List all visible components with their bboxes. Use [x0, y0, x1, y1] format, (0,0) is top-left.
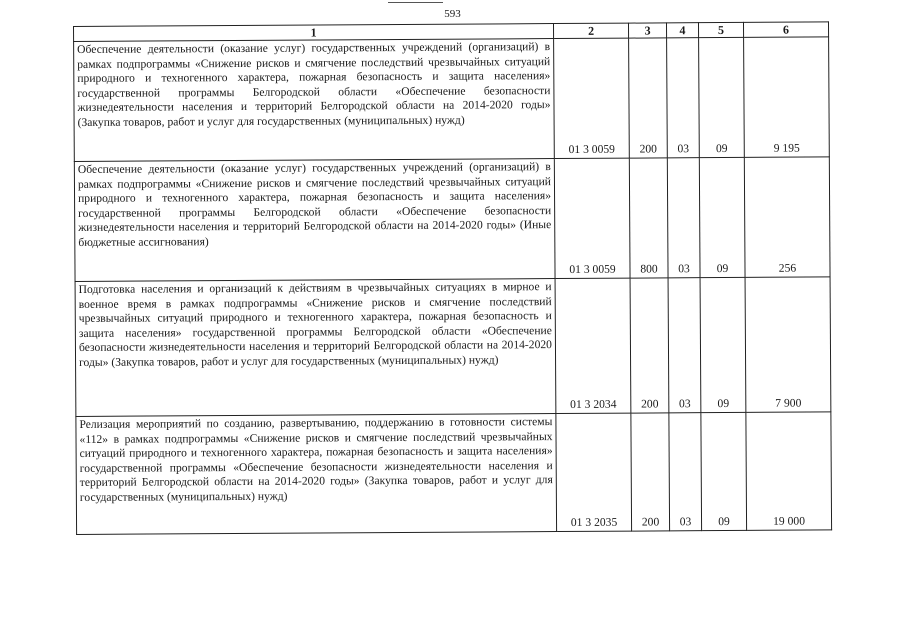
row-subsection: 09: [701, 412, 747, 530]
row-amount: 7 900: [745, 277, 831, 413]
header-col-1: 1: [74, 24, 554, 42]
row-target-article: 01 3 2035: [556, 413, 632, 531]
table-row: [76, 412, 832, 535]
row-subsection: 09: [699, 37, 745, 157]
row-section: 03: [669, 413, 702, 531]
row-amount: 19 000: [746, 412, 832, 531]
row-expense-type: 200: [630, 278, 669, 413]
row-description: Обеспечение деятельности (оказание услуг) государственных учреждений (организаций) в рамках подпрограммы «Снижение рисков и смягчение последствий чрезвычайных ситуаций природного и техногенного характера, пожарная безопасность и защита населения» государственной программы Белгородской области «Обеспечение безопасности жизнедеятельности населения и территорий Белгородской области на 2014-2020 годы» (Закупка товаров, работ и услуг для государственных (муниципальных) нужд): [74, 39, 555, 162]
header-col-3: 3: [628, 23, 666, 38]
header-col-6: 6: [743, 22, 828, 38]
row-section: 03: [668, 278, 701, 413]
row-expense-type: 200: [629, 38, 668, 158]
table-row: [75, 277, 831, 417]
row-expense-type: 800: [629, 158, 668, 278]
row-target-article: 01 3 0059: [554, 38, 630, 158]
table-row: [74, 157, 830, 282]
row-description: Обеспечение деятельности (оказание услуг) государственных учреждений (организаций) в рамках подпрограммы «Снижение рисков и смягчение последствий чрезвычайных ситуаций природного и техногенного характера, пожарная безопасность и защита населения» государственной программы Белгородской области «Обеспечение безопасности жизнедеятельности населения и территорий Белгородской области на 2014-2020 годы» (Иные бюджетные ассигнования): [74, 159, 555, 282]
row-subsection: 09: [699, 157, 745, 277]
row-amount: 9 195: [744, 37, 830, 158]
header-col-5: 5: [698, 22, 743, 37]
row-amount: 256: [744, 157, 830, 278]
row-expense-type: 200: [631, 413, 670, 531]
table-row: [74, 37, 830, 162]
header-col-4: 4: [666, 23, 698, 38]
row-description: Релизация мероприятий по созданию, развертыванию, поддержанию в готовности системы «112» в рамках подпрограммы «Снижение рисков и смягчение последствий чрезвычайных ситуаций природного и техногенного характера, пожарная безопасность и защита населения» государственной программы «Обеспечение безопасности жизнедеятельности населения и территорий Белгородской области на 2014-2020 годы» (Закупка товаров, работ и услуг для государственных (муниципальных) нужд): [76, 414, 557, 535]
row-subsection: 09: [700, 277, 746, 412]
row-description: Подготовка населения и организаций к действиям в чрезвычайных ситуациях в мирное и военное время в рамках подпрограммы «Снижение рисков и смягчение последствий чрезвычайных ситуаций природного и техногенного характера, пожарная безопасность и защита населения» государственной программы Белгородской области «Обеспечение безопасности жизнедеятельности населения и территорий Белгородской области на 2014-2020 годы» (Закупка товаров, работ и услуг для государственных (муниципальных) нужд): [75, 279, 556, 417]
row-target-article: 01 3 2034: [555, 278, 631, 413]
scan-mark-top: [388, 2, 443, 3]
budget-table: [73, 21, 832, 535]
row-section: 03: [667, 38, 700, 158]
row-section: 03: [667, 158, 700, 278]
row-target-article: 01 3 0059: [554, 158, 630, 278]
page-number: 593: [444, 8, 461, 20]
header-col-2: 2: [553, 23, 628, 38]
